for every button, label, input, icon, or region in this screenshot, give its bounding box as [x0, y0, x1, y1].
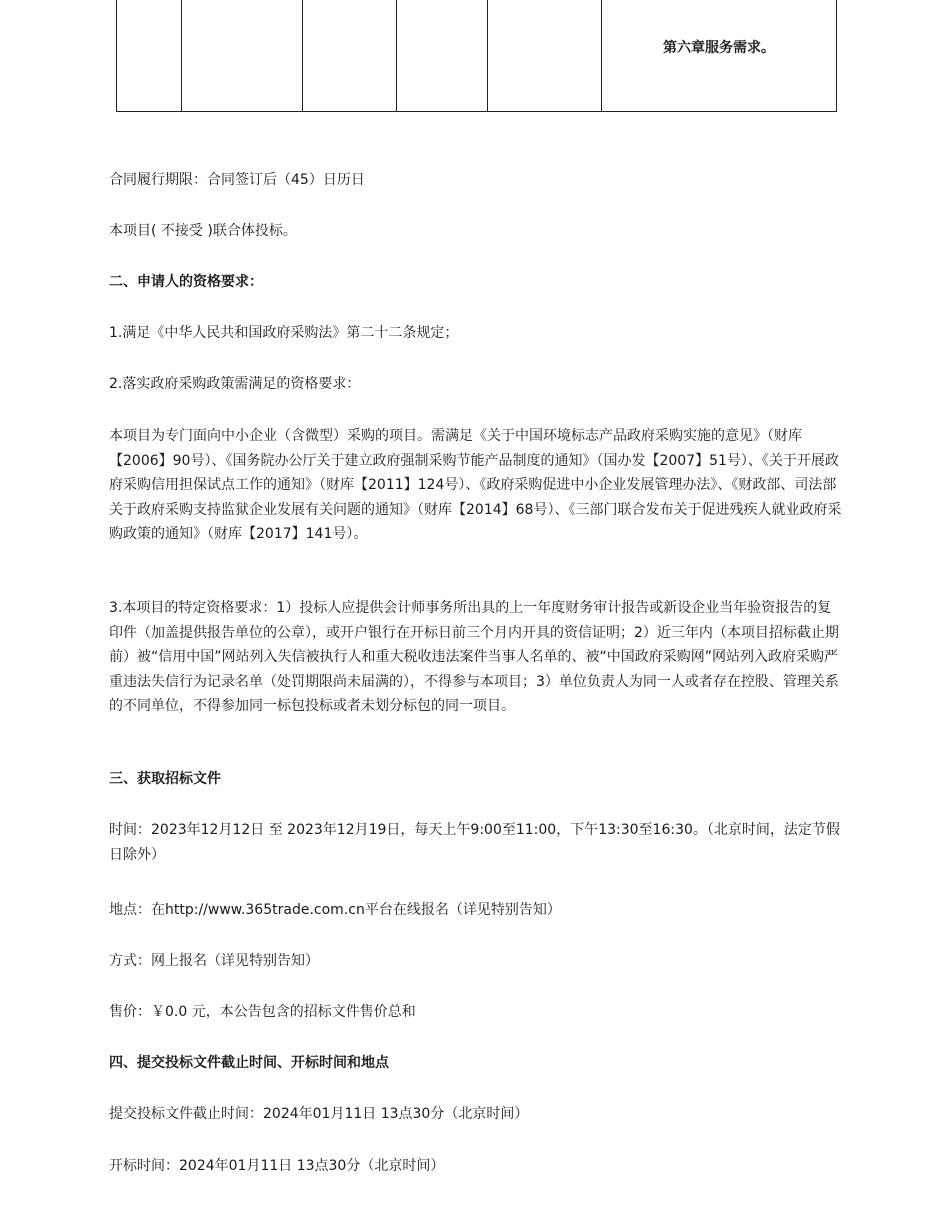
table-cell [117, 0, 182, 111]
requirement-2-text: 2.落实政府采购政策需满足的资格要求： [109, 376, 361, 392]
acquisition-place-text: 地点：在http://www.365trade.com.cn平台在线报名（详见特别告知） [109, 902, 561, 918]
section-4-heading: 四、提交投标文件截止时间、开标时间和地点 [109, 1055, 389, 1071]
section-3-heading: 三、获取招标文件 [109, 771, 221, 787]
section-2-heading: 二、申请人的资格要求： [109, 274, 263, 290]
contract-period-text: 合同履行期限：合同签订后（45）日历日 [109, 172, 365, 188]
opening-time-text: 开标时间：2024年01月11日 13点30分（北京时间） [109, 1158, 445, 1174]
table-cell [488, 0, 602, 111]
policy-paragraph: 本项目为专门面向中小企业（含微型）采购的项目。需满足《关于中国环境标志产品政府采购实施的意见》（财库【2006】90号）、《国务院办公厅关于建立政府强制采购节能产品制度的通知》（国办发【2007】51号）、《关于开展政府采购信用担保试点工作的通知》（财库【2011】124号）、《政府采购促进中小企业发展管理办法》、《财政部、司法部关于政府采购支持监狱企业发展有关问题的通知》（财库【2014】68号）、《三部门联合发布关于促进残疾人就业政府采购政策的通知》（财库【2017】141号）。 [109, 428, 842, 542]
submission-deadline-text: 提交投标文件截止时间：2024年01月11日 13点30分（北京时间） [109, 1106, 529, 1122]
acquisition-time-text: 时间：2023年12月12日 至 2023年12月19日，每天上午9:00至11:00，下午13:30至16:30。（北京时间，法定节假日除外） [109, 822, 840, 863]
table-cell-service-requirement [602, 0, 837, 111]
document-price-text: 售价：￥0.0 元，本公告包含的招标文件售价总和 [109, 1004, 416, 1020]
requirements-table-fragment [116, 0, 837, 112]
acquisition-method-text: 方式：网上报名（详见特别告知） [109, 953, 319, 969]
consortium-text: 本项目( 不接受 )联合体投标。 [109, 223, 297, 239]
table-cell-text: 第六章服务需求。 [663, 40, 775, 56]
requirement-3-paragraph: 3.本项目的特定资格要求：1）投标人应提供会计师事务所出具的上一年度财务审计报告或新设企业当年验资报告的复印件（加盖提供报告单位的公章），或开户银行在开标日前三个月内开具的资信证明；2）近三年内（本项目招标截止期前）被“信用中国”网站列入失信被执行人和重大税收违法案件当事人名单的、被“中国政府采购网”网站列入政府采购严重违法失信行为记录名单（处罚期限尚未届满的），不得参与本项目；3）单位负责人为同一人或者存在控股、管理关系的不同单位，不得参加同一标包投标或者未划分标包的同一项目。 [109, 600, 839, 714]
table-cell [303, 0, 397, 111]
requirement-1-text: 1.满足《中华人民共和国政府采购法》第二十二条规定； [109, 325, 459, 341]
table-cell [182, 0, 303, 111]
table-cell [397, 0, 488, 111]
